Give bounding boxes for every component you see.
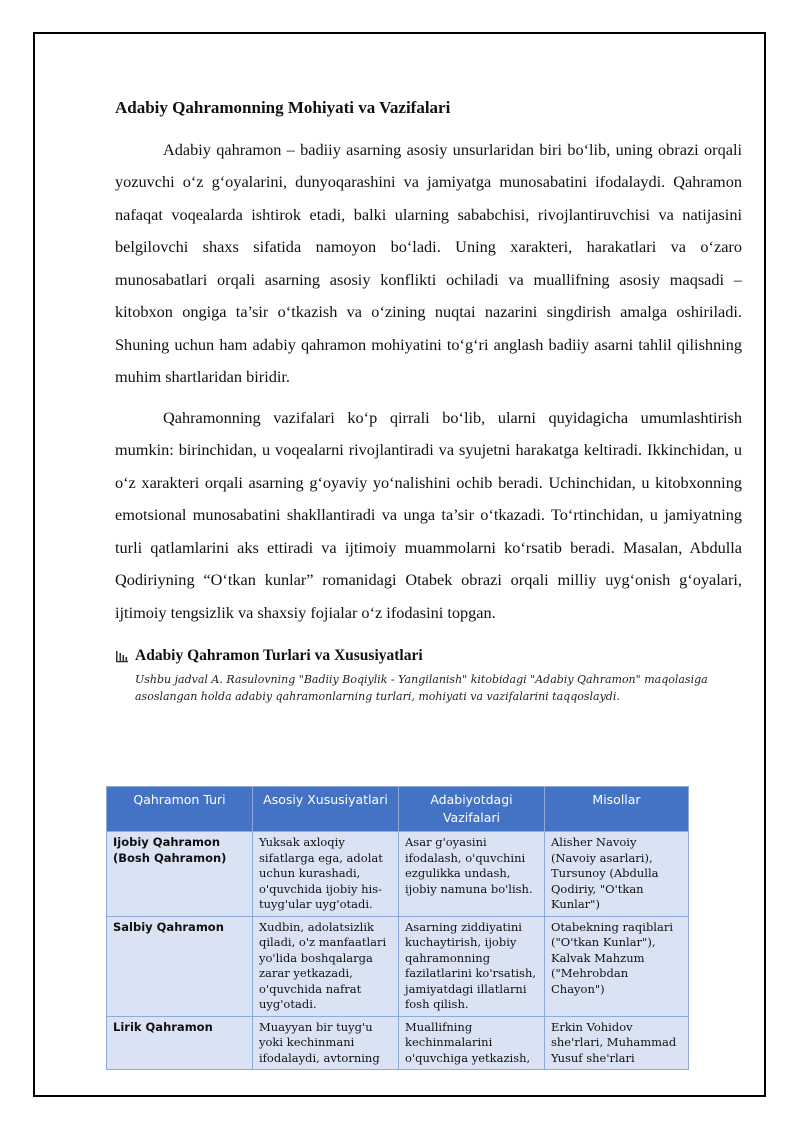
table-cell: Muallifning kechinmalarini o'quvchiga yetkazish, xyxy=(399,1016,545,1070)
table-cell: Lirik Qahramon xyxy=(107,1016,253,1070)
table-row xyxy=(107,832,689,917)
table-section-title: Adabiy Qahramon Turlari va Xususiyatlari xyxy=(135,647,423,665)
table-caption: Ushbu jadval A. Rasulovning "Badiiy Boqiylik - Yangilanish" kitobidagi "Adabiy Qahramon" maqolasiga asoslangan holda adabiy qahramonlarning turlari, mohiyati va vazifalarini taqqoslaydi. xyxy=(135,673,708,704)
table-cell: Muayyan bir tuyg'u yoki kechinmani ifodalaydi, avtorning xyxy=(253,1016,399,1070)
bar-chart-icon xyxy=(115,649,129,663)
column-header: Asosiy Xususiyatlari xyxy=(253,787,399,832)
paragraph-2: Qahramonning vazifalari ko‘p qirrali bo‘lib, ularni quyidagicha umumlashtirish mumkin: birinchidan, u voqealarni rivojlantiradi va syujetni harakatga keltiradi. Ikkinchidan, u o‘z xarakteri orqali asarning g‘oyaviy yo‘nalishini ochib beradi. Uchinchidan, u kitobxonning emotsional munosabatini shakllantiradi va unga ta’sir o‘tkazadi. To‘rtinchidan, u jamiyatning turli qatlamlarini aks ettiradi va ijtimoiy muammolarni ko‘rsatib beradi. Masalan, Abdulla Qodiriyning “O‘tkan kunlar” romanidagi Otabek obrazi orqali milliy uyg‘onish g‘oyalari, ijtimoiy tengsizlik va shaxsiy fojialar o‘z ifodasini topgan. xyxy=(115,407,742,622)
table-row xyxy=(107,916,689,1016)
table-cell: Ijobiy Qahramon (Bosh Qahramon) xyxy=(107,832,253,917)
table-row xyxy=(107,1016,689,1070)
document-body xyxy=(115,96,742,711)
table-container xyxy=(106,786,688,1065)
table-header-row xyxy=(107,787,689,832)
table-cell: Yuksak axloqiy sifatlarga ega, adolat uchun kurashadi, o'quvchida ijobiy his-tuyg'ular uyg'otadi. xyxy=(253,832,399,917)
table-cell: Salbiy Qahramon xyxy=(107,916,253,1016)
column-header: Misollar xyxy=(545,787,689,832)
column-header: Qahramon Turi xyxy=(107,787,253,832)
table-cell: Xudbin, adolatsizlik qiladi, o'z manfaatlari yo'lida boshqalarga zarar yetkazadi, o'quvchida nafrat uyg'otadi. xyxy=(253,916,399,1016)
table-cell: Asarning ziddiyatini kuchaytirish, ijobiy qahramonning fazilatlarini ko'rsatish, jamiyatdagi illatlarni fosh qilish. xyxy=(399,916,545,1016)
table-cell: Asar g'oyasini ifodalash, o'quvchini ezgulikka undash, ijobiy namuna bo'lish. xyxy=(399,832,545,917)
hero-types-table xyxy=(106,786,689,1070)
table-section-heading xyxy=(115,647,742,665)
table-cell: Alisher Navoiy (Navoiy asarlari), Tursunoy (Abdulla Qodiriy, "O'tkan Kunlar") xyxy=(545,832,689,917)
column-header: Adabiyotdagi Vazifalari xyxy=(399,787,545,832)
paragraph-1: Adabiy qahramon – badiiy asarning asosiy unsurlaridan biri bo‘lib, uning obrazi orqali yozuvchi o‘z g‘oyalarini, dunyoqarashini va jamiyatga munosabatini ifodalaydi. Qahramon nafaqat voqealarda ishtirok etadi, balki ularning sababchisi, rivojlantiruvchisi va natijasini belgilovchi shaxs sifatida namoyon bo‘ladi. Uning xarakteri, harakatlari va o‘zaro munosabatlari orqali asarning asosiy konflikti ochiladi va muallifning asosiy maqsadi – kitobxon ongiga ta’sir o‘tkazish va o‘zining nuqtai nazarini singdirish amalga oshiriladi. Shuning uchun ham adabiy qahramon mohiyatini to‘g‘ri anglash badiiy asarni tahlil qilishning muhim shartlaridan biridir. xyxy=(115,139,742,387)
table-cell: Otabekning raqiblari ("O'tkan Kunlar"), Kalvak Mahzum ("Mehrobdan Chayon") xyxy=(545,916,689,1016)
table-cell: Erkin Vohidov she'rlari, Muhammad Yusuf she'rlari xyxy=(545,1016,689,1070)
document-title: Adabiy Qahramonning Mohiyati va Vazifalari xyxy=(115,98,451,117)
